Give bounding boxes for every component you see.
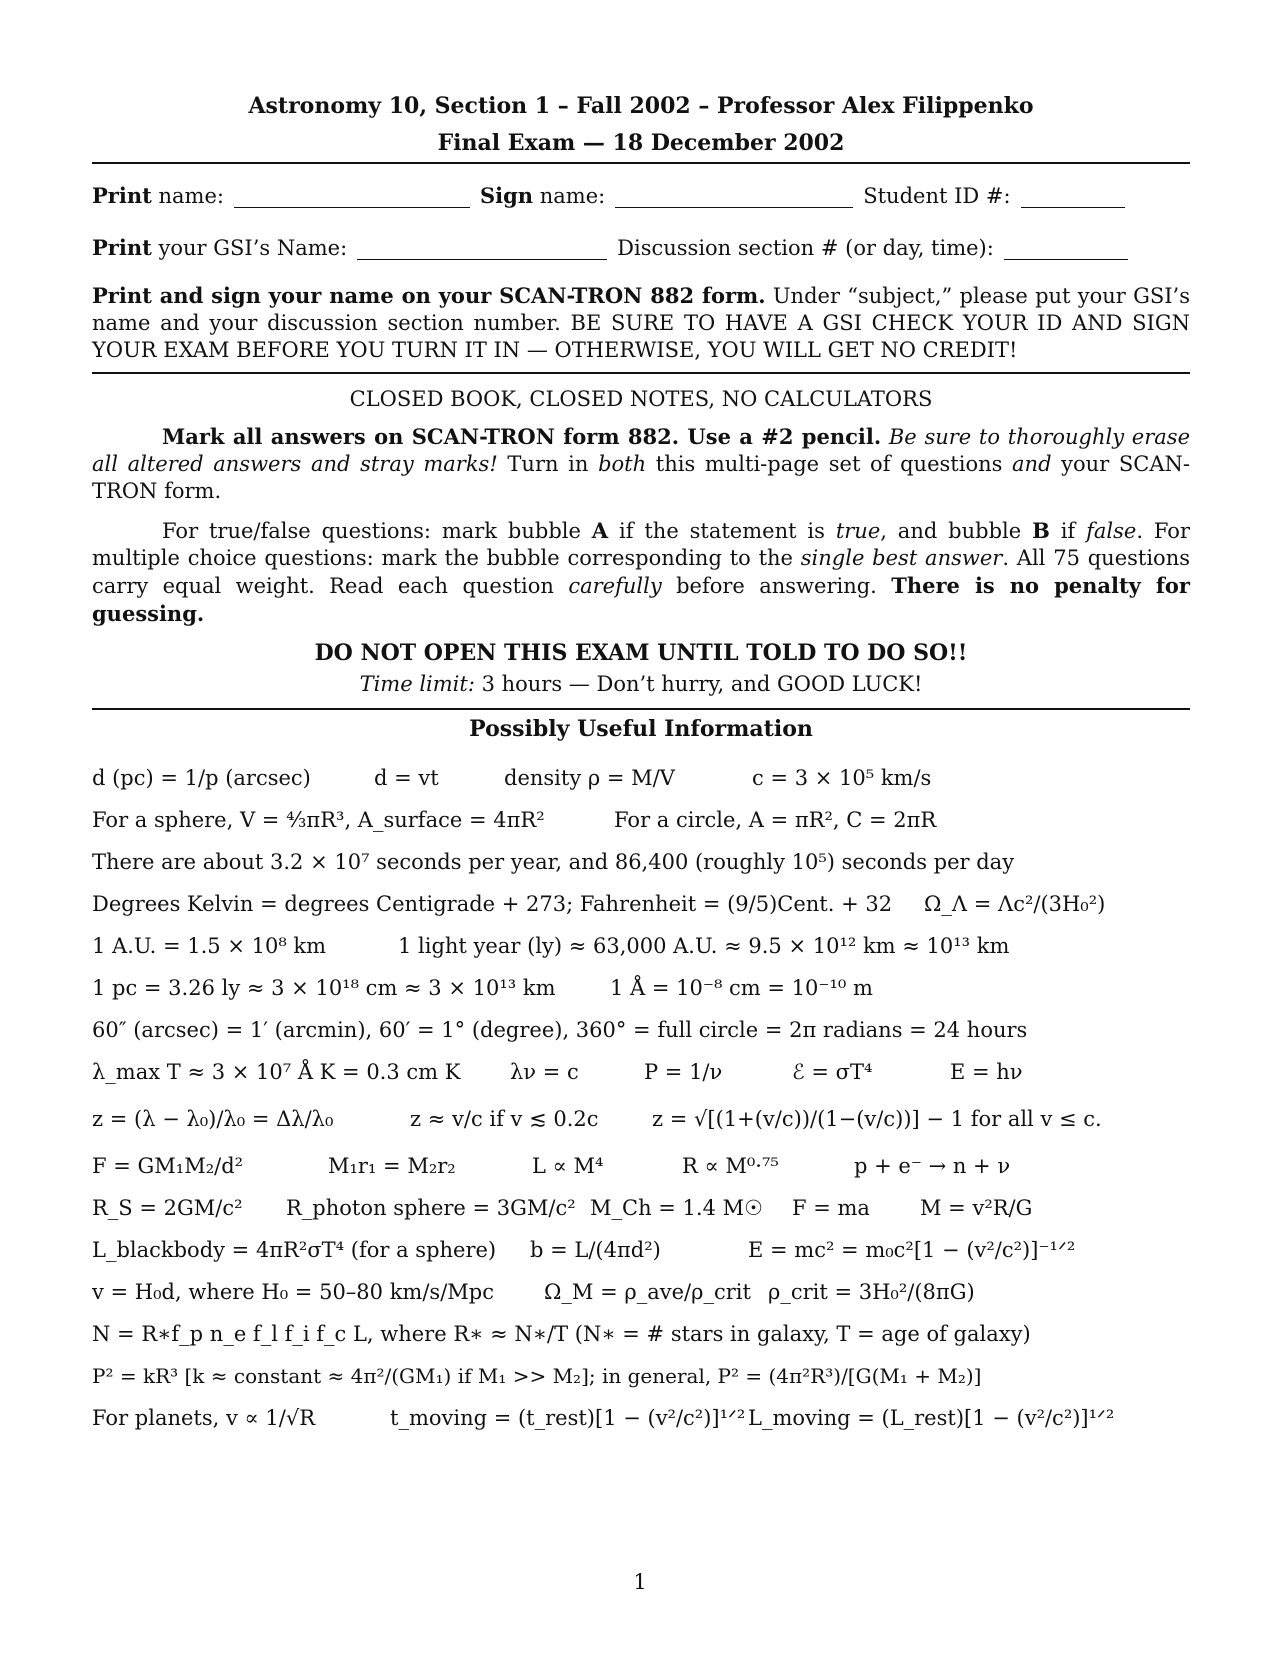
divider	[92, 708, 1190, 710]
print-label: Print	[92, 183, 152, 208]
tf-true: true	[835, 519, 881, 543]
formula: 1 A.U. = 1.5 × 10⁸ km	[92, 934, 327, 958]
time-limit-label: Time limit:	[359, 672, 475, 696]
formula: L_moving = (L_rest)[1 − (v²/c²)]¹ᐟ²	[748, 1406, 1115, 1430]
gsi-name-label: your GSI’s Name:	[158, 236, 348, 260]
formula: P² = kR³ [k ≈ constant ≈ 4π²/(GM₁) if M₁ >> M₂]; in general, P² = (4π²R³)/[G(M₁ + M₂)]	[92, 1364, 982, 1388]
name-label: name:	[158, 184, 224, 208]
formula-row	[92, 967, 1190, 1009]
formula: E = hν	[950, 1060, 1023, 1084]
formula-row	[92, 1145, 1190, 1187]
formula: p + e⁻ → n + ν	[854, 1154, 1011, 1178]
do-not-open-notice: DO NOT OPEN THIS EXAM UNTIL TOLD TO DO SO!!	[314, 640, 968, 666]
mark-instructions	[92, 423, 1190, 505]
mark-text: Turn in	[497, 452, 599, 476]
tf-false: false	[1086, 519, 1137, 543]
formula-list	[92, 757, 1190, 1439]
mark-text: this multi-page set of questions	[646, 452, 1013, 476]
formula: P = 1/ν	[644, 1060, 723, 1084]
mark-both: both	[598, 452, 647, 476]
tf-carefully: carefully	[568, 574, 662, 598]
time-limit-text: 3 hours — Don’t hurry, and GOOD LUCK!	[474, 672, 923, 696]
formula: z ≈ v/c if v ≲ 0.2c	[410, 1107, 599, 1131]
formula: M = v²R/G	[920, 1196, 1033, 1220]
formula: d = vt	[374, 766, 439, 790]
formula: F = ma	[792, 1196, 870, 1220]
formula: ρ_crit = 3H₀²/(8πG)	[768, 1280, 975, 1304]
tf-text: , and bubble	[880, 519, 1033, 543]
formula: Ω_M = ρ_ave/ρ_crit	[544, 1280, 751, 1304]
formula: t_moving = (t_rest)[1 − (v²/c²)]¹ᐟ²	[390, 1406, 746, 1430]
formula: M_Ch = 1.4 M☉	[590, 1196, 763, 1220]
formula-row	[92, 1187, 1190, 1229]
formula: Ω_Λ = Λc²/(3H₀²)	[924, 892, 1106, 916]
exam-page	[92, 88, 1190, 1439]
formula: v = H₀d, where H₀ = 50–80 km/s/Mpc	[92, 1280, 494, 1304]
gsi-field-row	[92, 222, 1190, 266]
formula-row	[92, 841, 1190, 883]
formula-row	[92, 1271, 1190, 1313]
formula: d (pc) = 1/p (arcsec)	[92, 766, 311, 790]
discussion-blank[interactable]	[1004, 239, 1128, 260]
discussion-label: Discussion section # (or day, time):	[617, 236, 994, 260]
formula: 1 Å = 10⁻⁸ cm = 10⁻¹⁰ m	[610, 976, 873, 1000]
mark-bold: Mark all answers on SCAN-TRON form 882. Use a #2 pencil.	[162, 424, 882, 449]
sign-label: Sign	[479, 183, 534, 208]
formula-row	[92, 1355, 1190, 1397]
formula-row	[92, 925, 1190, 967]
formula: L ∝ M⁴	[532, 1154, 604, 1178]
formula: Degrees Kelvin = degrees Centigrade + 273; Fahrenheit = (9/5)Cent. + 32	[92, 892, 893, 916]
formula: L_blackbody = 4πR²σT⁴ (for a sphere)	[92, 1238, 497, 1262]
formula: 1 light year (ly) ≈ 63,000 A.U. ≈ 9.5 × 10¹² km ≈ 10¹³ km	[398, 934, 1010, 958]
formula: E = mc² = m₀c²[1 − (v²/c²)]⁻¹ᐟ²	[748, 1238, 1076, 1262]
page-number: 1	[633, 1570, 647, 1594]
divider	[92, 162, 1190, 164]
formula-row	[92, 1051, 1190, 1093]
name-field-row	[92, 170, 1190, 214]
formula: There are about 3.2 × 10⁷ seconds per year, and 86,400 (roughly 10⁵) seconds per day	[92, 850, 1015, 874]
tf-best: single best answer	[800, 546, 1003, 570]
divider	[92, 372, 1190, 374]
sign-name-label: name:	[539, 184, 606, 208]
tf-bubble-a: A	[591, 518, 609, 543]
tf-instructions	[92, 517, 1190, 628]
tf-text: . All 75 questions carry equal weight. Read each question	[92, 546, 1190, 598]
gsi-print-label: Print	[92, 235, 152, 260]
exam-title: Final Exam — 18 December 2002	[437, 130, 845, 156]
student-id-label: Student ID #:	[863, 184, 1011, 208]
formula-row	[92, 757, 1190, 799]
mark-italic: Be sure to thoroughly erase all altered answers and stray marks!	[92, 425, 1190, 476]
tf-text: if	[1049, 519, 1087, 543]
tf-text: if the statement is	[608, 519, 836, 543]
print-name-blank[interactable]	[234, 187, 470, 208]
formula-row	[92, 883, 1190, 925]
tf-bubble-b: B	[1032, 518, 1050, 543]
tf-text: . For multiple choice questions: mark the bubble corresponding to the	[92, 519, 1190, 570]
formula: c = 3 × 10⁵ km/s	[752, 766, 932, 790]
time-limit	[92, 671, 1190, 698]
tf-text: before answering.	[661, 574, 892, 598]
formula-row	[92, 799, 1190, 841]
scantron-instructions-bold: Print and sign your name on your SCAN-TRON 882 form.	[92, 283, 766, 308]
formula: density ρ = M/V	[504, 766, 675, 790]
formula: For planets, v ∝ 1/√R	[92, 1406, 316, 1430]
formula: z = (λ − λ₀)/λ₀ = Δλ/λ₀	[92, 1107, 334, 1131]
formula: R_S = 2GM/c²	[92, 1196, 243, 1220]
course-title: Astronomy 10, Section 1 – Fall 2002 – Professor Alex Filippenko	[248, 93, 1034, 119]
tf-text: For true/false questions: mark bubble	[162, 519, 592, 543]
formula: For a sphere, V = ⁴⁄₃πR³, A_surface = 4πR²	[92, 808, 545, 832]
formula: M₁r₁ = M₂r₂	[328, 1154, 456, 1178]
scantron-instructions	[92, 282, 1190, 364]
closed-book-notice: CLOSED BOOK, CLOSED NOTES, NO CALCULATORS	[349, 387, 933, 411]
mark-and: and	[1012, 452, 1052, 476]
formula-row	[92, 1397, 1190, 1439]
formula-row	[92, 1229, 1190, 1271]
formula: 60″ (arcsec) = 1′ (arcmin), 60′ = 1° (degree), 360° = full circle = 2π radians = 24 hours	[92, 1018, 1028, 1042]
info-title: Possibly Useful Information	[469, 716, 813, 742]
formula: F = GM₁M₂/d²	[92, 1154, 244, 1178]
mark-text: your SCAN-TRON form.	[92, 452, 1190, 503]
gsi-name-blank[interactable]	[357, 239, 607, 260]
formula: R_photon sphere = 3GM/c²	[286, 1196, 576, 1220]
formula: N = R∗f_p n_e f_l f_i f_c L, where R∗ ≈ N∗/T (N∗ = # stars in galaxy, T = age of galaxy)	[92, 1322, 1031, 1346]
formula-row	[92, 1093, 1190, 1145]
formula: b = L/(4πd²)	[530, 1238, 661, 1262]
formula: λν = c	[510, 1060, 579, 1084]
scantron-instructions-text: Under “subject,” please put your GSI’s name and your discussion section number. BE SURE TO HAVE A GSI CHECK YOUR ID AND SIGN YOUR EXAM BEFORE YOU TURN IT IN — OTHERWISE, YOU WILL GET NO CREDIT!	[92, 284, 1190, 362]
formula: ℰ = σT⁴	[792, 1060, 873, 1084]
formula-row	[92, 1313, 1190, 1355]
formula: 1 pc = 3.26 ly ≈ 3 × 10¹⁸ cm ≈ 3 × 10¹³ km	[92, 976, 556, 1000]
formula: z = √[(1+(v/c))/(1−(v/c))] − 1 for all v ≤ c.	[652, 1107, 1102, 1131]
formula-row	[92, 1009, 1190, 1051]
sign-name-blank[interactable]	[615, 187, 853, 208]
student-id-blank[interactable]	[1021, 187, 1125, 208]
tf-penalty: There is no penalty for guessing.	[92, 573, 1190, 626]
formula: R ∝ M⁰·⁷⁵	[682, 1154, 779, 1178]
formula: λ_max T ≈ 3 × 10⁷ Å K = 0.3 cm K	[92, 1060, 461, 1084]
formula: For a circle, A = πR², C = 2πR	[614, 808, 937, 832]
